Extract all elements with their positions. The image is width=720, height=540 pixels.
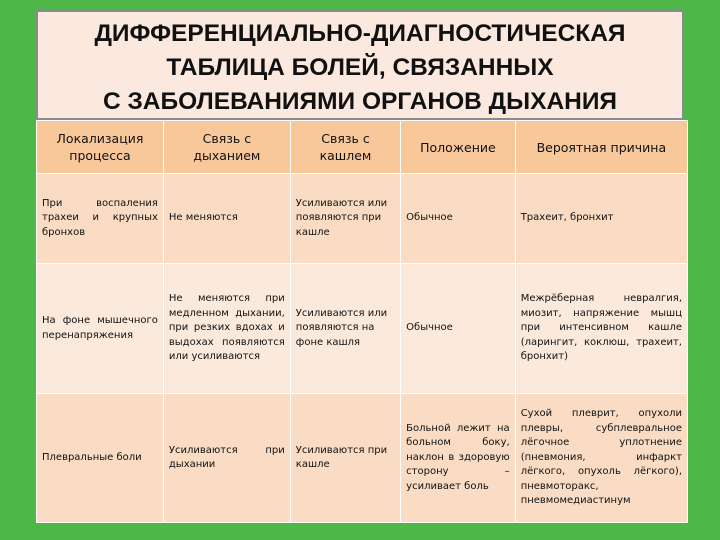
table-row (37, 264, 688, 394)
header-breathing: Связь с дыханием (163, 121, 290, 174)
table-cell: Трахеит, бронхит (515, 174, 687, 264)
table-header-row (37, 121, 688, 174)
table-cell: Обычное (401, 264, 516, 394)
title-box (36, 10, 684, 120)
table-cell: Плевральные боли (37, 394, 164, 523)
table-cell: Усиливаются при кашле (290, 394, 400, 523)
pain-diagnostic-table (36, 120, 688, 510)
header-cause: Вероятная причина (515, 121, 687, 174)
table-row (37, 174, 688, 264)
table-cell: Усиливаются или появляются на фоне кашля (290, 264, 400, 394)
table-cell: При воспаления трахеи и крупных бронхов (37, 174, 164, 264)
table-cell: Не меняются при медленном дыхании, при резких вдохах и выдохах появляются или усиливаются (163, 264, 290, 394)
table-cell: Обычное (401, 174, 516, 264)
title-line: С ЗАБОЛЕВАНИЯМИ ОРГАНОВ ДЫХАНИЯ (102, 88, 618, 115)
header-cough: Связь с кашлем (290, 121, 400, 174)
title-line: ТАБЛИЦА БОЛЕЙ, СВЯЗАННЫХ (166, 54, 554, 81)
header-position: Положение (401, 121, 516, 174)
title-line: ДИФФЕРЕНЦИАЛЬНО-ДИАГНОСТИЧЕСКАЯ (94, 20, 626, 47)
table-cell: Усиливаются при дыхании (163, 394, 290, 523)
table-row (37, 394, 688, 523)
table-cell: Не меняются (163, 174, 290, 264)
table-cell: Больной лежит на больном боку, наклон в здоровую сторону – усиливает боль (401, 394, 516, 523)
table-cell: Усиливаются или появляются при кашле (290, 174, 400, 264)
table-cell: На фоне мышечного перенапряжения (37, 264, 164, 394)
table-cell: Сухой плеврит, опухоли плевры, субплевральное лёгочное уплотнение (пневмония, инфаркт лёгкого, опухоль лёгкого), пневмоторакс, пневмомедиастинум (515, 394, 687, 523)
header-localization: Локализация процесса (37, 121, 164, 174)
table-cell: Межрёберная невралгия, миозит, напряжение мышц при интенсивном кашле (ларингит, коклюш, трахеит, бронхит) (515, 264, 687, 394)
